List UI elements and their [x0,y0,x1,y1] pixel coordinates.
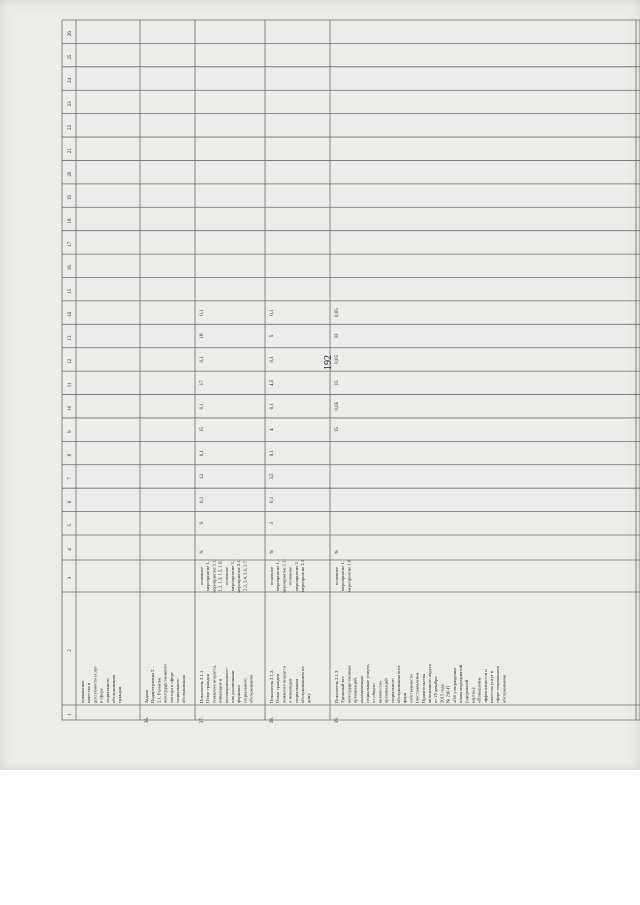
column-header-8: 8 [68,453,73,457]
row-measure-line: мероприятие 1.1; [281,559,287,593]
row-value-col-11: 4,5 [270,379,275,386]
row-value-col-13: 33 [335,333,340,339]
column-header-17: 17 [68,241,73,247]
column-header-14: 14 [68,312,73,318]
row-value-col-13: 18 [200,333,205,339]
column-header-15: 15 [68,288,73,294]
row-measure-line: 1.2, 1.3, 1.5, 1.6; [217,560,223,592]
row-name-line: граждан [117,686,123,703]
column-header-4: 4 [68,548,73,551]
row-value-col-14: 0,05 [335,308,340,317]
row-name-line: в сфере [98,688,104,703]
row-number-r38: 38. [270,717,275,724]
row-name-line: количества [377,681,383,703]
column-header-9: 9 [68,430,73,433]
row-measure-line: основное [334,566,339,586]
row-unit-r39: % [335,549,340,554]
row-value-col-9: 4 [270,428,275,431]
column-header-20: 20 [68,171,73,177]
row-measure-line: основное [287,566,293,586]
column-header-23: 23 [68,101,73,107]
row-name-line: эффективности и [482,669,488,703]
row-name-line: Показатель 2.1.3. [334,669,339,703]
row-measure-line: 2.2, 2.4, 2.6, 2.7 [242,561,248,591]
row-name-line: социальным [293,678,299,703]
page-number-text: 192 [322,354,334,370]
row-name-line: качества услуг в [489,671,494,703]
row-name-line: Охват граждан [205,673,211,703]
row-name-line: и инвалидов [287,678,293,703]
row-name-line: социального [242,678,248,703]
column-header-25: 25 [68,54,73,60]
column-header-13: 13 [68,335,73,341]
row-value-col-5: 9 [200,522,205,525]
row-name-line: доступности услуг [92,666,98,703]
row-value-col-14: 0,1 [270,309,275,316]
row-value-col-8: 0,1 [270,449,275,457]
row-value-col-9: 15 [200,427,205,433]
row-name-line: Правительства [420,674,426,703]
row-value-col-7: 12 [200,473,205,479]
row-name-line: социального [104,678,110,703]
row-measure-line: мероприятие 2.1, [236,559,242,593]
row-value-col-8: 0,1 [200,449,205,457]
row-name-line: сфере социального [495,665,501,703]
row-value-col-10: 0,1 [200,403,205,410]
row-name-line: повышение [80,680,85,703]
row-measure-line: мероприятие 1.1, [211,559,217,593]
column-header-6: 6 [68,500,73,504]
row-measure-line: мероприятие 1, [205,561,211,591]
row-measure-line: мероприятие 2.1 [300,559,305,593]
row-measure-line: мероприятие 1, [275,561,281,591]
row-value-col-10: 0,05 [335,401,340,411]
row-value-col-6: 0,1 [270,496,275,504]
row-name-line: качества и [86,682,92,703]
row-value-col-6: 0,1 [200,496,205,504]
row-name-line: негосударственных [346,665,352,703]
row-name-line: обслуживанием на [300,666,305,703]
column-header-2: 2 [68,649,73,652]
row-name-line: Подпрограммы 2 – [150,666,156,703]
row-value-col-7: 3,5 [270,473,275,480]
row-name-line: обслуживания [111,674,116,703]
row-value-col-11: 17 [200,380,205,386]
column-header-19: 19 [68,195,73,201]
row-name-line: дому [306,693,312,703]
row-value-col-14: 0,1 [200,309,205,316]
row-name-line: пожилого возраста [281,666,287,703]
row-value-col-13: 5 [270,334,275,338]
row-value-col-5: 3 [270,522,275,525]
row-value-col-9: 15 [335,427,340,433]
row-name-line: них различными [230,670,235,703]
row-name-line: социального [389,678,395,703]
row-name-line: 2.1. Развитие [156,677,162,703]
column-header-3: 3 [68,576,73,580]
row-measure-line: основное [223,566,229,586]
row-name-line: обслуживания [181,674,187,703]
column-header-7: 7 [68,477,73,480]
row-name-line: организаций [383,678,389,703]
row-value-col-11: 15 [335,380,340,386]
row-name-line: обслуживания всех [396,665,401,703]
row-unit-r38: % [270,549,275,554]
column-header-10: 10 [68,405,73,411]
row-unit-r37: % [200,549,205,554]
column-header-18: 18 [68,218,73,224]
row-name-line: несовершеннолет- [223,666,229,703]
row-name-line: карты») [470,687,476,703]
row-name-line: от 25 декабря [433,676,439,703]
row-measure-line: мероприятие 3, [230,561,235,591]
row-name-line: (постановление [414,672,420,703]
row-name-line: 2015 года [439,684,445,703]
row-name-line: социальные услуги, [365,664,370,703]
row-value-col-12: 0,1 [270,356,275,363]
row-name-line: Задача [144,690,149,703]
column-header-12: 12 [68,358,73,364]
row-measure-line: мероприятие 1.8 [346,559,352,593]
row-name-line: организаций, [352,677,358,703]
column-header-26: 26 [68,31,73,37]
row-value-col-10: 0,1 [270,403,275,410]
row-name-line: автономного округа [427,664,432,703]
row-name-line: Показатель 2.1.2. [269,669,274,703]
column-header-1: 1 [68,713,73,716]
column-header-22: 22 [68,124,73,130]
row-name-line: обслуживания [501,674,507,703]
row-number-r36: 36. [145,717,150,724]
row-name-line: пожилого возраста, [211,665,217,703]
row-name-line: («дорожной [464,679,470,703]
column-header-21: 21 [68,148,73,154]
row-name-line: № 230-П [445,685,451,703]
row-name-line: формами [236,685,242,703]
row-number-r39: 39. [335,717,340,724]
row-name-line: обслуживания [248,674,254,703]
row-value-col-12: 0,1 [200,356,205,363]
row-name-line: от общего [371,683,377,703]
row-name-line: «Повышение [476,677,482,703]
column-header-5: 5 [68,524,73,527]
row-measure-line: мероприятие 1, [340,561,346,591]
column-header-11: 11 [68,382,73,388]
row-measure-line: мероприятие 2, [293,561,299,591]
row-name-line: социального [175,678,180,703]
row-value-col-12: 0,05 [335,355,340,364]
row-name-line: оказывающих [358,675,364,703]
column-header-16: 16 [68,265,73,271]
row-name-line: форм [402,692,408,703]
row-name-line: инвалидов и [217,678,223,703]
row-name-line: Показатель 2.1.1. [199,669,204,703]
column-header-24: 24 [68,78,73,84]
row-name-line: негосударственного [162,664,168,703]
row-name-line: собственности [408,674,414,703]
row-name-line: Охват граждан [275,673,281,703]
row-name-line: «Об утверждении [451,668,457,703]
row-number-r37: 37. [200,717,205,724]
row-measure-line: основное [269,566,274,586]
row-measure-line: основное [199,566,204,586]
row-name-line: плана мероприятий [458,664,463,703]
row-name-line: сектора в сфере [168,672,174,703]
row-name-line: Удельный вес [340,676,346,703]
